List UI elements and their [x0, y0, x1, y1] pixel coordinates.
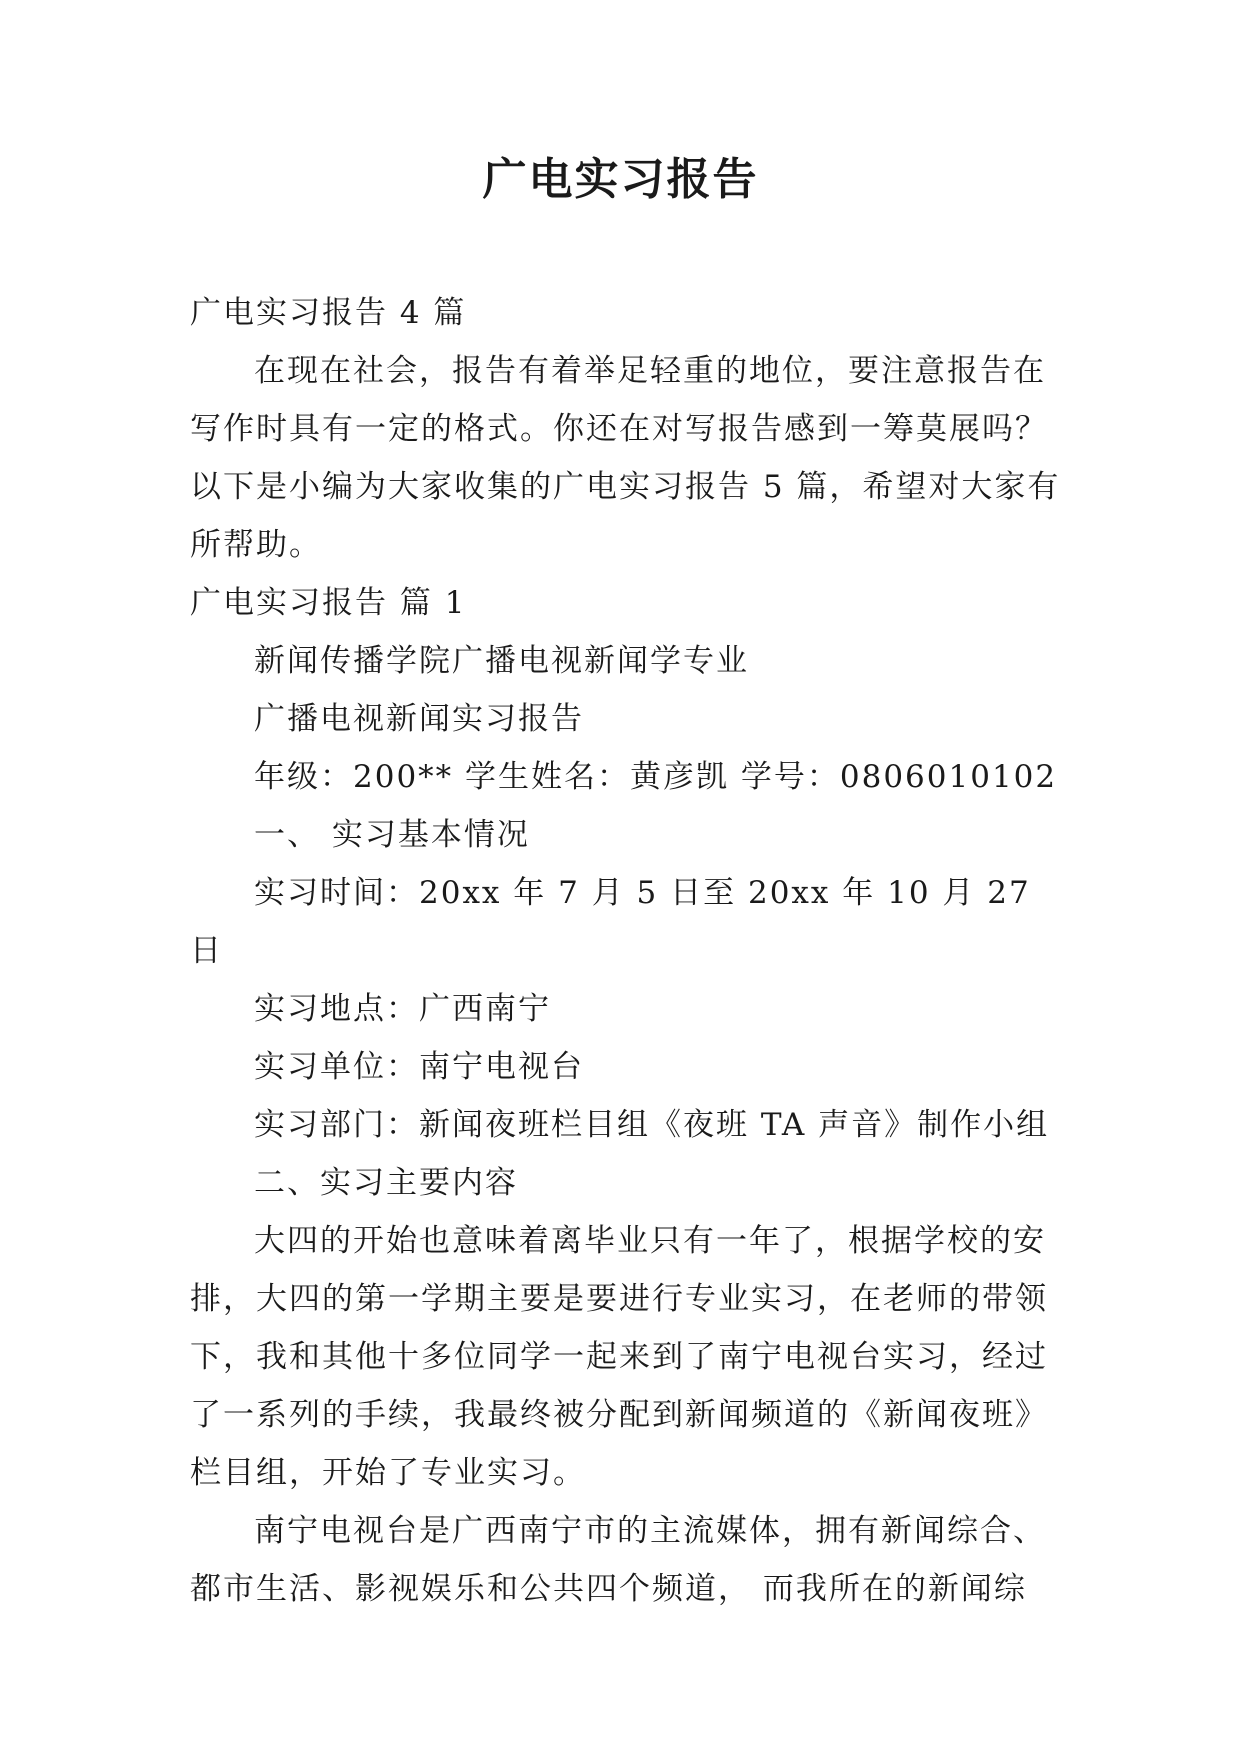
intro-paragraph: 在现在社会，报告有着举足轻重的地位，要注意报告在写作时具有一定的格式。你还在对写报告感到一筹莫展吗？以下是小编为大家收集的广电实习报告 5 篇，希望对大家有所帮助。 — [190, 353, 1061, 563]
section-heading: 广电实习报告 4 篇 — [190, 295, 467, 331]
paragraph: 新闻传播学院广播电视新闻学专业 — [254, 643, 749, 679]
document-title: 广电实习报告 — [482, 154, 759, 205]
paragraph: 广播电视新闻实习报告 — [254, 701, 584, 737]
paragraph: 大四的开始也意味着离毕业只有一年了，根据学校的安排，大四的第一学期主要是要进行专业实习，在老师的带领下，我和其他十多位同学一起来到了南宁电视台实习，经过了一系列的手续，我最终被分配到新闻频道的《新闻夜班》栏目组，开始了专业实习。 — [190, 1223, 1048, 1491]
paragraph: 二、实习主要内容 — [254, 1165, 518, 1201]
paragraph: 实习时间：20xx 年 7 月 5 日至 20xx 年 10 月 27 日 — [190, 875, 1031, 969]
paragraph: 实习部门：新闻夜班栏目组《夜班 TA 声音》制作小组 — [254, 1107, 1050, 1143]
paragraph: 南宁电视台是广西南宁市的主流媒体，拥有新闻综合、都市生活、影视娱乐和公共四个频道， 而我所在的新闻综 — [190, 1513, 1046, 1607]
document-body — [190, 284, 1065, 1618]
paragraph: 实习地点：广西南宁 — [254, 991, 551, 1027]
paragraph: 一、 实习基本情况 — [254, 817, 530, 853]
paragraph: 年级：200** 学生姓名：黄彦凯 学号：0806010102 — [254, 759, 1058, 795]
paragraph: 实习单位：南宁电视台 — [254, 1049, 584, 1085]
section-heading: 广电实习报告 篇 1 — [190, 585, 467, 621]
